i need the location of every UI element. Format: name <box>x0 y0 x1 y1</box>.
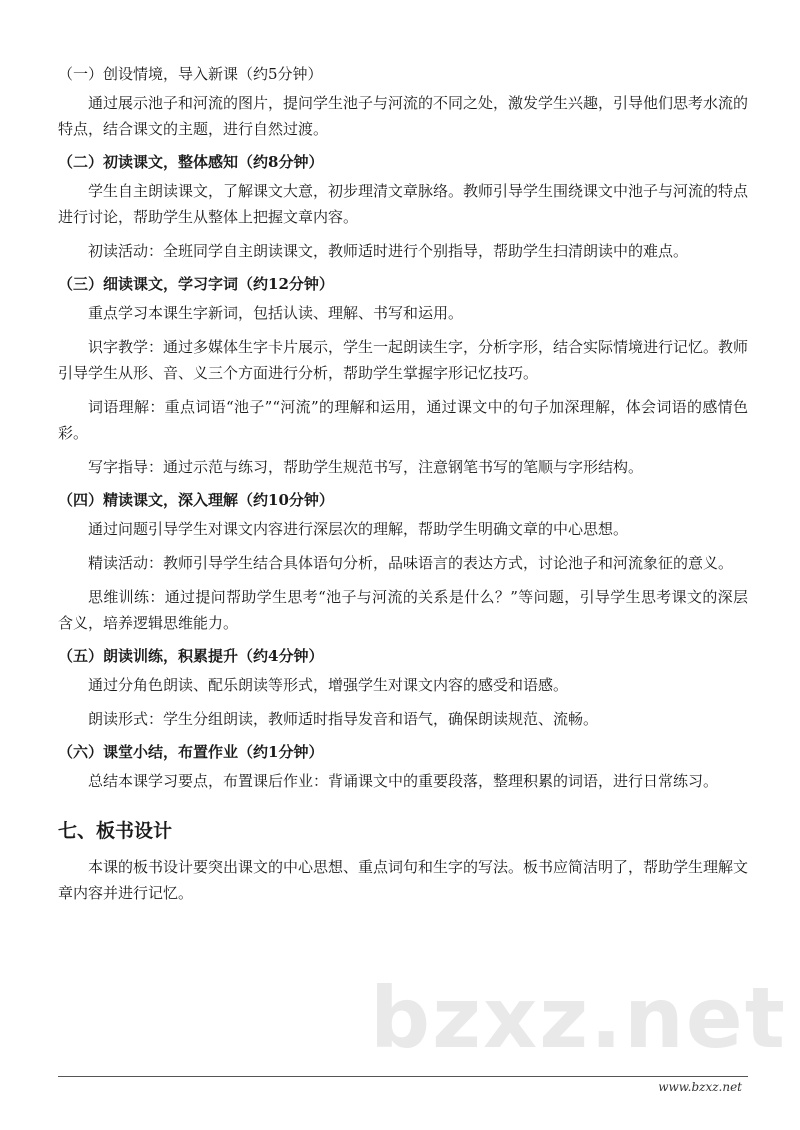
paragraph: 写字指导：通过示范与练习，帮助学生规范书写，注意钢笔书写的笔顺与字形结构。 <box>88 458 644 476</box>
paragraph: 思维训练：通过提问帮助学生思考“池子与河流的关系是什么？”等问题，引导学生思考课文的深层含义，培养逻辑思维能力。 <box>58 588 748 632</box>
document-body <box>58 62 748 914</box>
paragraph: 初读活动：全班同学自主朗读课文，教师适时进行个别指导，帮助学生扫清朗读中的难点。 <box>88 242 689 260</box>
paragraph: 本课的板书设计要突出课文的中心思想、重点词句和生字的写法。板书应简洁明了，帮助学生理解文章内容并进行记忆。 <box>58 858 749 902</box>
section-title: 七、板书设计 <box>58 820 173 842</box>
section-heading: （二）初读课文，整体感知（约8分钟） <box>58 153 324 171</box>
paragraph: 学生自主朗读课文，了解课文大意，初步理清文章脉络。教师引导学生围绕课文中池子与河流的特点进行讨论，帮助学生从整体上把握文章内容。 <box>58 182 749 226</box>
paragraph: 精读活动：教师引导学生结合具体语句分析，品味语言的表达方式，讨论池子和河流象征的意义。 <box>88 554 734 572</box>
paragraph: 识字教学：通过多媒体生字卡片展示，学生一起朗读生字，分析字形，结合实际情境进行记忆。教师引导学生从形、音、义三个方面进行分析，帮助学生掌握字形记忆技巧。 <box>58 338 749 382</box>
paragraph: 通过分角色朗读、配乐朗读等形式，增强学生对课文内容的感受和语感。 <box>88 676 569 694</box>
paragraph: 朗读形式：学生分组朗读，教师适时指导发音和语气，确保朗读规范、流畅。 <box>88 710 599 728</box>
section-heading: （三）细读课文，学习字词（约12分钟） <box>58 275 334 293</box>
paragraph: 重点学习本课生字新词，包括认读、理解、书写和运用。 <box>88 304 464 322</box>
watermark-logo: bzxz.net <box>370 969 787 1067</box>
section-heading: （四）精读课文，深入理解（约10分钟） <box>58 491 334 509</box>
paragraph: 通过展示池子和河流的图片，提问学生池子与河流的不同之处，激发学生兴趣，引导他们思考水流的特点，结合课文的主题，进行自然过渡。 <box>58 94 749 138</box>
paragraph: 词语理解：重点词语“池子”“河流”的理解和运用，通过课文中的句子加深理解，体会词语的感情色彩。 <box>58 398 748 442</box>
paragraph: 总结本课学习要点，布置课后作业：背诵课文中的重要段落，整理积累的词语，进行日常练习。 <box>88 772 719 790</box>
footer-divider <box>58 1076 748 1077</box>
paragraph: 通过问题引导学生对课文内容进行深层次的理解，帮助学生明确文章的中心思想。 <box>88 520 629 538</box>
section-heading: （一）创设情境，导入新课（约5分钟） <box>58 65 323 83</box>
section-heading: （五）朗读训练，积累提升（约4分钟） <box>58 647 324 665</box>
section-heading: （六）课堂小结，布置作业（约1分钟） <box>58 743 324 761</box>
footer-url: www.bzxz.net <box>658 1080 742 1094</box>
